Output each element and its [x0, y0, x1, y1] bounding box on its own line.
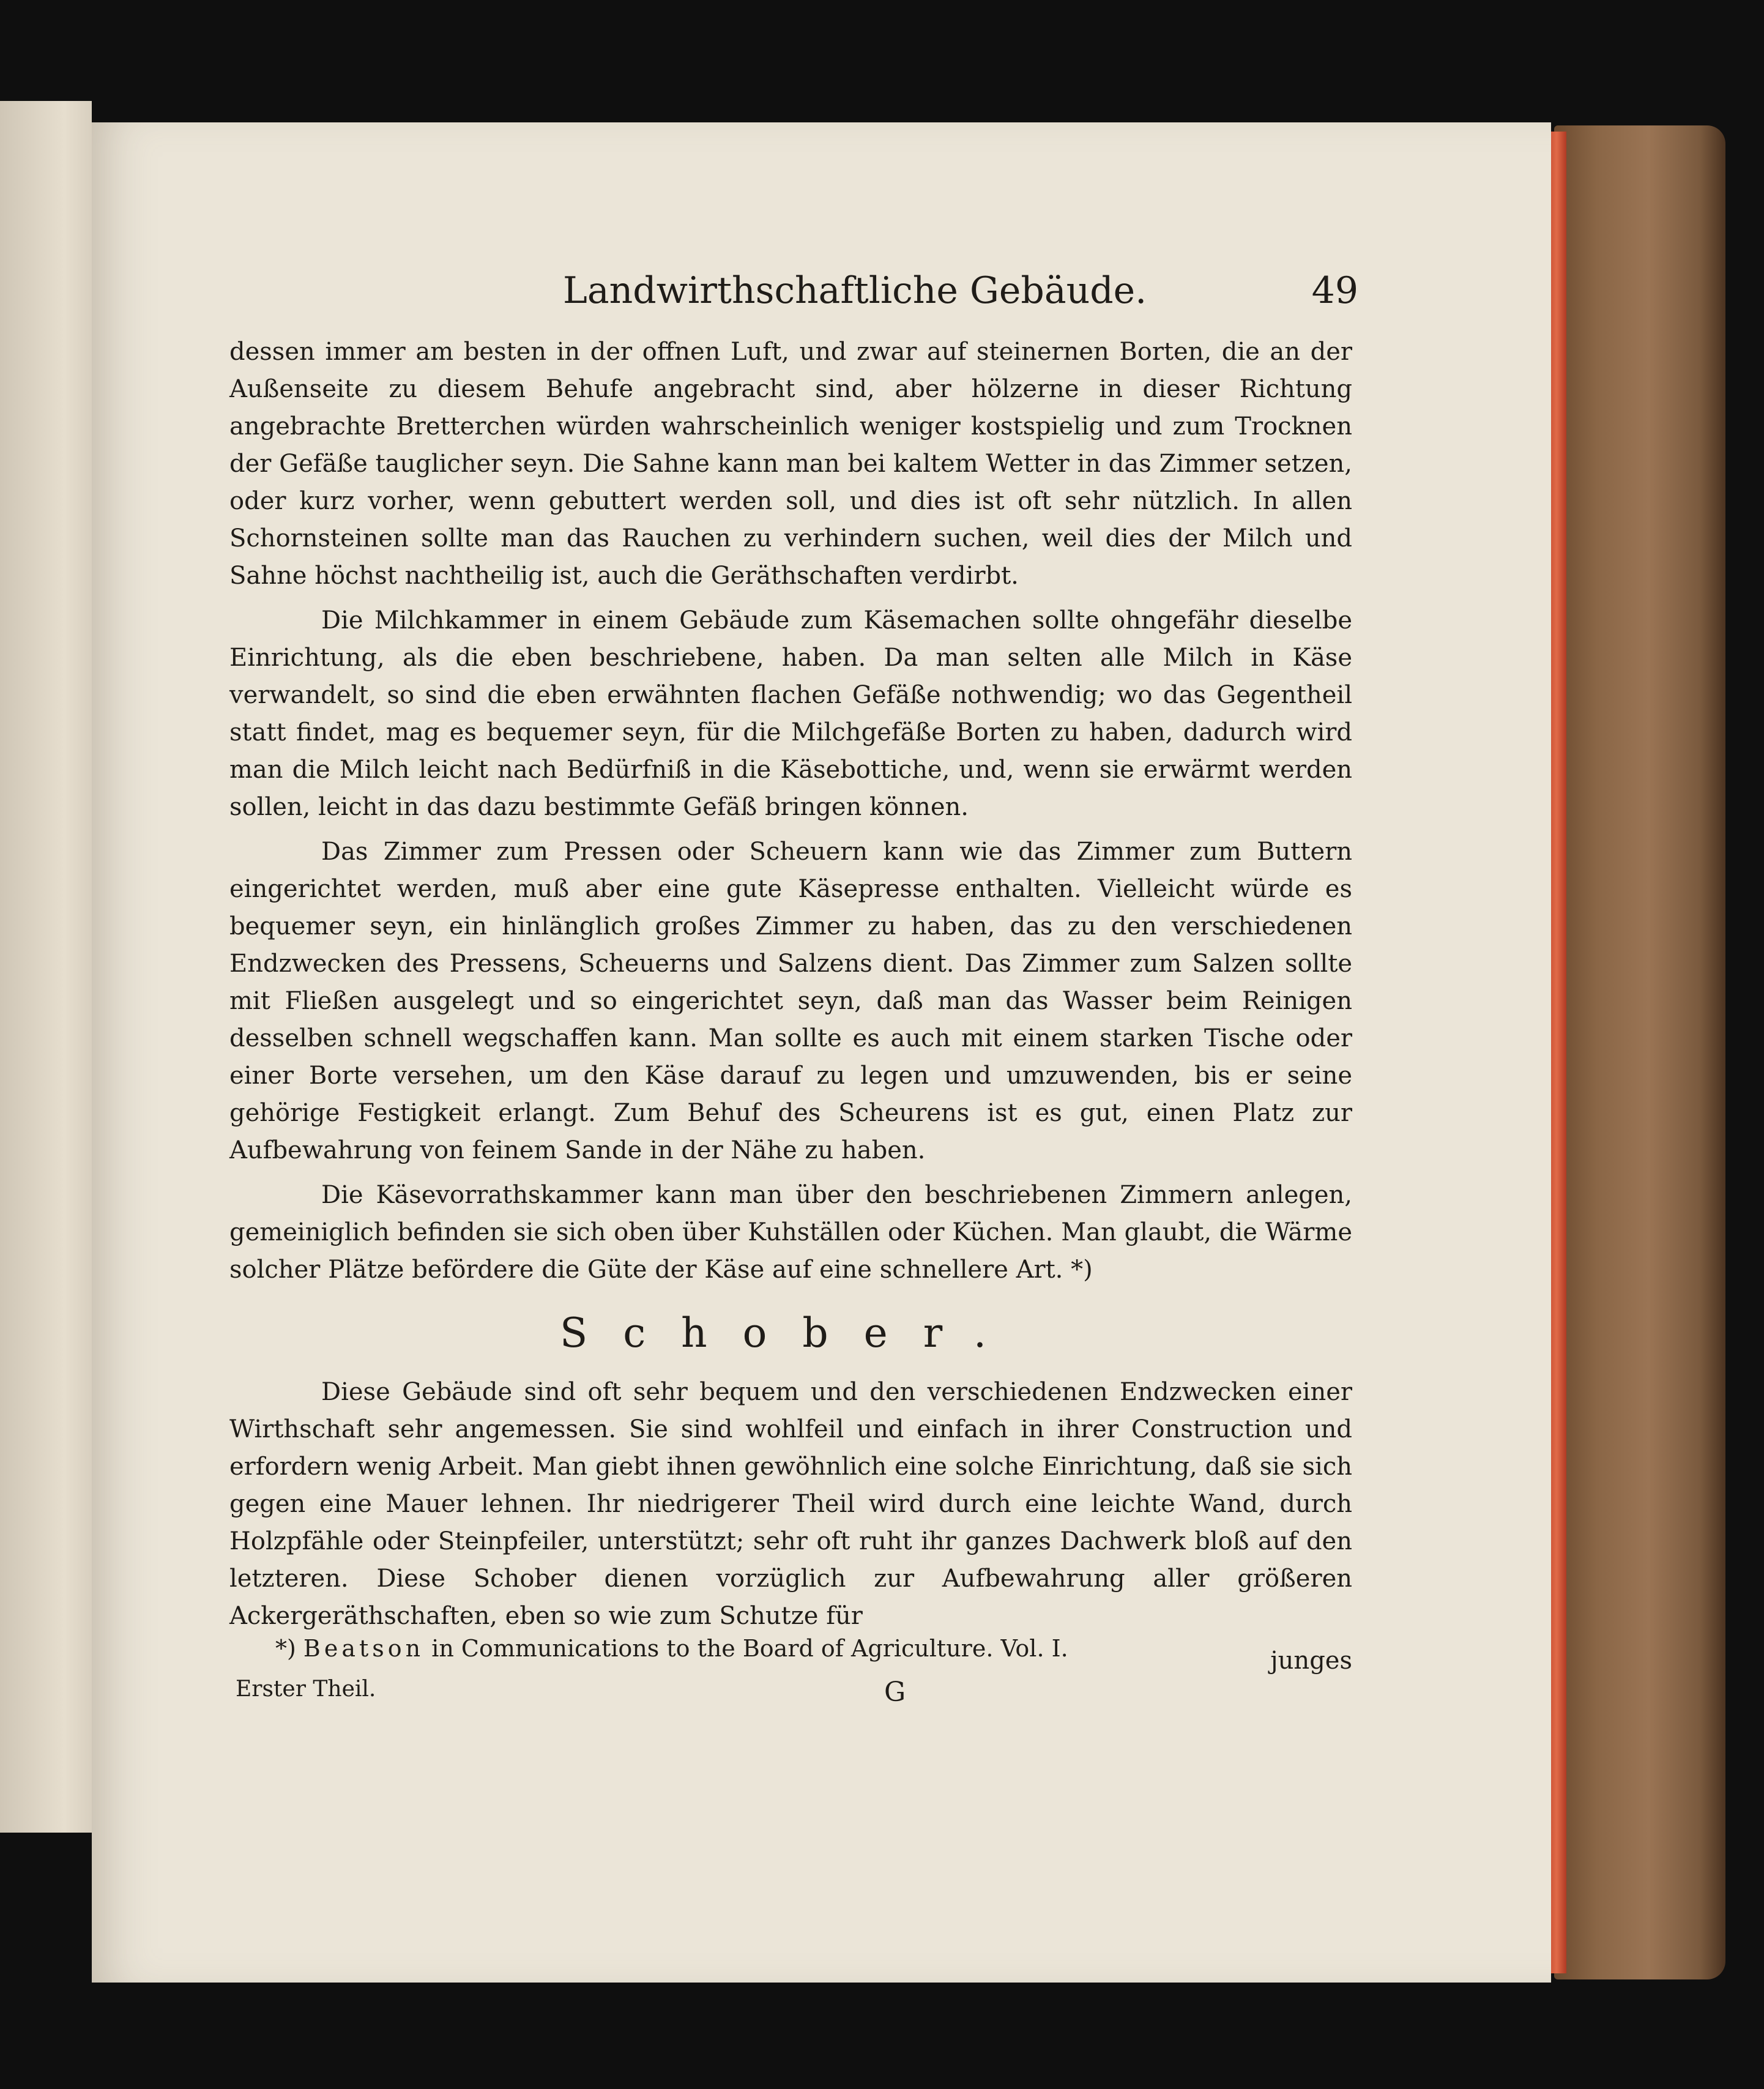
book-block-edge — [1554, 125, 1725, 1979]
footnote — [275, 1635, 1068, 1662]
footnote-author: Beatson — [303, 1635, 425, 1662]
signature-line — [236, 1677, 1031, 1708]
left-page-edge — [0, 101, 92, 1833]
signature-letter: G — [884, 1677, 906, 1708]
running-header — [563, 269, 1358, 312]
catchword: junges — [1270, 1647, 1352, 1675]
footnote-marker: *) — [275, 1635, 296, 1662]
paragraph: Die Käsevorrathskammer kann man über den beschriebenen Zimmern anlegen, gemeiniglich befinden sie sich oben über Kuhställen oder Küchen. Man glaubt, die Wärme solcher Plätze befördere die Güte der Käse auf eine schnellere Art. *) — [229, 1181, 1352, 1284]
paragraph: dessen immer am besten in der offnen Luft, und zwar auf steinernen Borten, die an der Außenseite zu diesem Behufe angebracht sind, aber hölzerne in dieser Richtung angebrachte Bretterchen würden wahrscheinlich weniger kostspielig und zum Trocknen der Gefäße tauglicher seyn. Die Sahne kann man bei kaltem Wetter in das Zimmer setzen, oder kurz vorher, wenn gebuttert werden soll, und dies ist oft sehr nützlich. In allen Schornsteinen sollte man das Rauchen zu verhindern suchen, weil dies der Milch und Sahne höchst nachtheilig ist, auch die Geräthschaften verdirbt. — [229, 338, 1352, 590]
page-number: 49 — [1311, 269, 1358, 312]
paragraph: Diese Gebäude sind oft sehr bequem und den verschiedenen Endzwecken einer Wirthschaft sehr angemessen. Sie sind wohlfeil und einfach in ihrer Construction und erfordern wenig Arbeit. Man giebt ihnen gewöhnlich eine solche Einrichtung, daß sie sich gegen eine Mauer lehnen. Ihr niedrigerer Theil wird durch eine leichte Wand, durch Holzpfähle oder Steinpfeiler, unterstützt; sehr oft ruht ihr ganzes Dachwerk bloß auf den letzteren. Diese Schober dienen vorzüglich zur Aufbewahrung aller größeren Ackergeräthschaften, eben so wie zum Schutze für — [229, 1378, 1352, 1630]
section-heading: Schober. — [559, 1309, 1022, 1357]
footnote-text: in Communications to the Board of Agriculture. Vol. I. — [431, 1635, 1068, 1662]
paragraph: Die Milchkammer in einem Gebäude zum Käsemachen sollte ohngefähr dieselbe Einrichtung, als die eben beschriebene, haben. Da man selten alle Milch in Käse verwandelt, so sind die eben erwähnten flachen Gefäße nothwendig; wo das Gegentheil statt findet, mag es bequemer seyn, für die Milchgefäße Borten zu haben, dadurch wird man die Milch leicht nach Bedürfniß in die Käsebottiche, und, wenn sie erwärmt werden sollen, leicht in das dazu bestimmte Gefäß bringen können. — [229, 606, 1352, 821]
volume-signature: Erster Theil. — [236, 1677, 376, 1702]
running-title: Landwirthschaftliche Gebäude. — [563, 269, 1147, 312]
paragraph: Das Zimmer zum Pressen oder Scheuern kann wie das Zimmer zum Buttern eingerichtet werden, muß aber eine gute Käsepresse enthalten. Vielleicht würde es bequemer seyn, ein hinlänglich großes Zimmer zu haben, das zu den verschiedenen Endzwecken des Pressens, Scheuerns und Salzens dient. Das Zimmer zum Salzen sollte mit Fließen ausgelegt und so eingerichtet seyn, daß man das Wasser beim Reinigen desselben schnell wegschaffen kann. Man sollte es auch mit einem starken Tische oder einer Borte versehen, um den Käse darauf zu legen und umzuwenden, bis er seine gehörige Festigkeit erlangt. Zum Behuf des Scheurens ist es gut, einen Platz zur Aufbewahrung von feinem Sande in der Nähe zu haben. — [229, 838, 1352, 1164]
body-text — [229, 333, 1352, 1687]
